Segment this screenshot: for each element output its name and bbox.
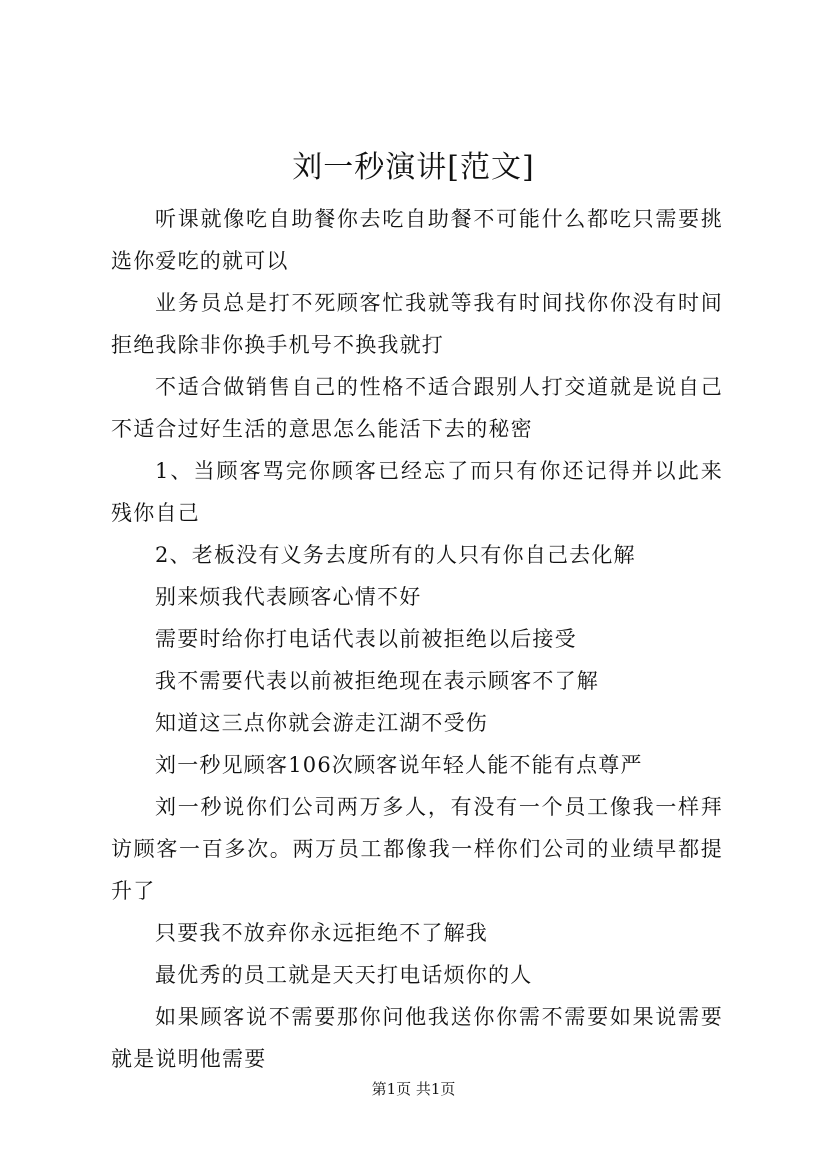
document-body (111, 198, 723, 1080)
paragraph: 只要我不放弃你永远拒绝不了解我 (155, 921, 488, 945)
paragraph: 2、老板没有义务去度所有的人只有你自己去化解 (155, 543, 636, 567)
paragraph: 知道这三点你就会游走江湖不受伤 (155, 711, 488, 735)
page-footer: 第1页 共1页 (371, 1080, 456, 1098)
paragraph: 别来烦我代表顾客心情不好 (155, 585, 422, 609)
paragraph: 刘一秒见顾客106次顾客说年轻人能不能有点尊严 (155, 753, 643, 777)
paragraph: 刘一秒说你们公司两万多人，有没有一个员工像我一样拜访顾客一百多次。两万员工都像我一样你们公司的业绩早都提升了 (111, 795, 723, 903)
document-title: 刘一秒演讲[范文] (292, 150, 535, 185)
paragraph: 听课就像吃自助餐你去吃自助餐不可能什么都吃只需要挑选你爱吃的就可以 (111, 207, 723, 273)
paragraph: 需要时给你打电话代表以前被拒绝以后接受 (155, 627, 577, 651)
paragraph: 不适合做销售自己的性格不适合跟别人打交道就是说自己不适合过好生活的意思怎么能活下去的秘密 (111, 375, 723, 441)
paragraph: 1、当顾客骂完你顾客已经忘了而只有你还记得并以此来残你自己 (111, 459, 723, 525)
paragraph: 我不需要代表以前被拒绝现在表示顾客不了解 (155, 669, 599, 693)
paragraph: 最优秀的员工就是天天打电话烦你的人 (155, 963, 533, 987)
paragraph: 如果顾客说不需要那你问他我送你你需不需要如果说需要就是说明他需要 (111, 1005, 723, 1071)
paragraph: 业务员总是打不死顾客忙我就等我有时间找你你没有时间拒绝我除非你换手机号不换我就打 (111, 291, 723, 357)
